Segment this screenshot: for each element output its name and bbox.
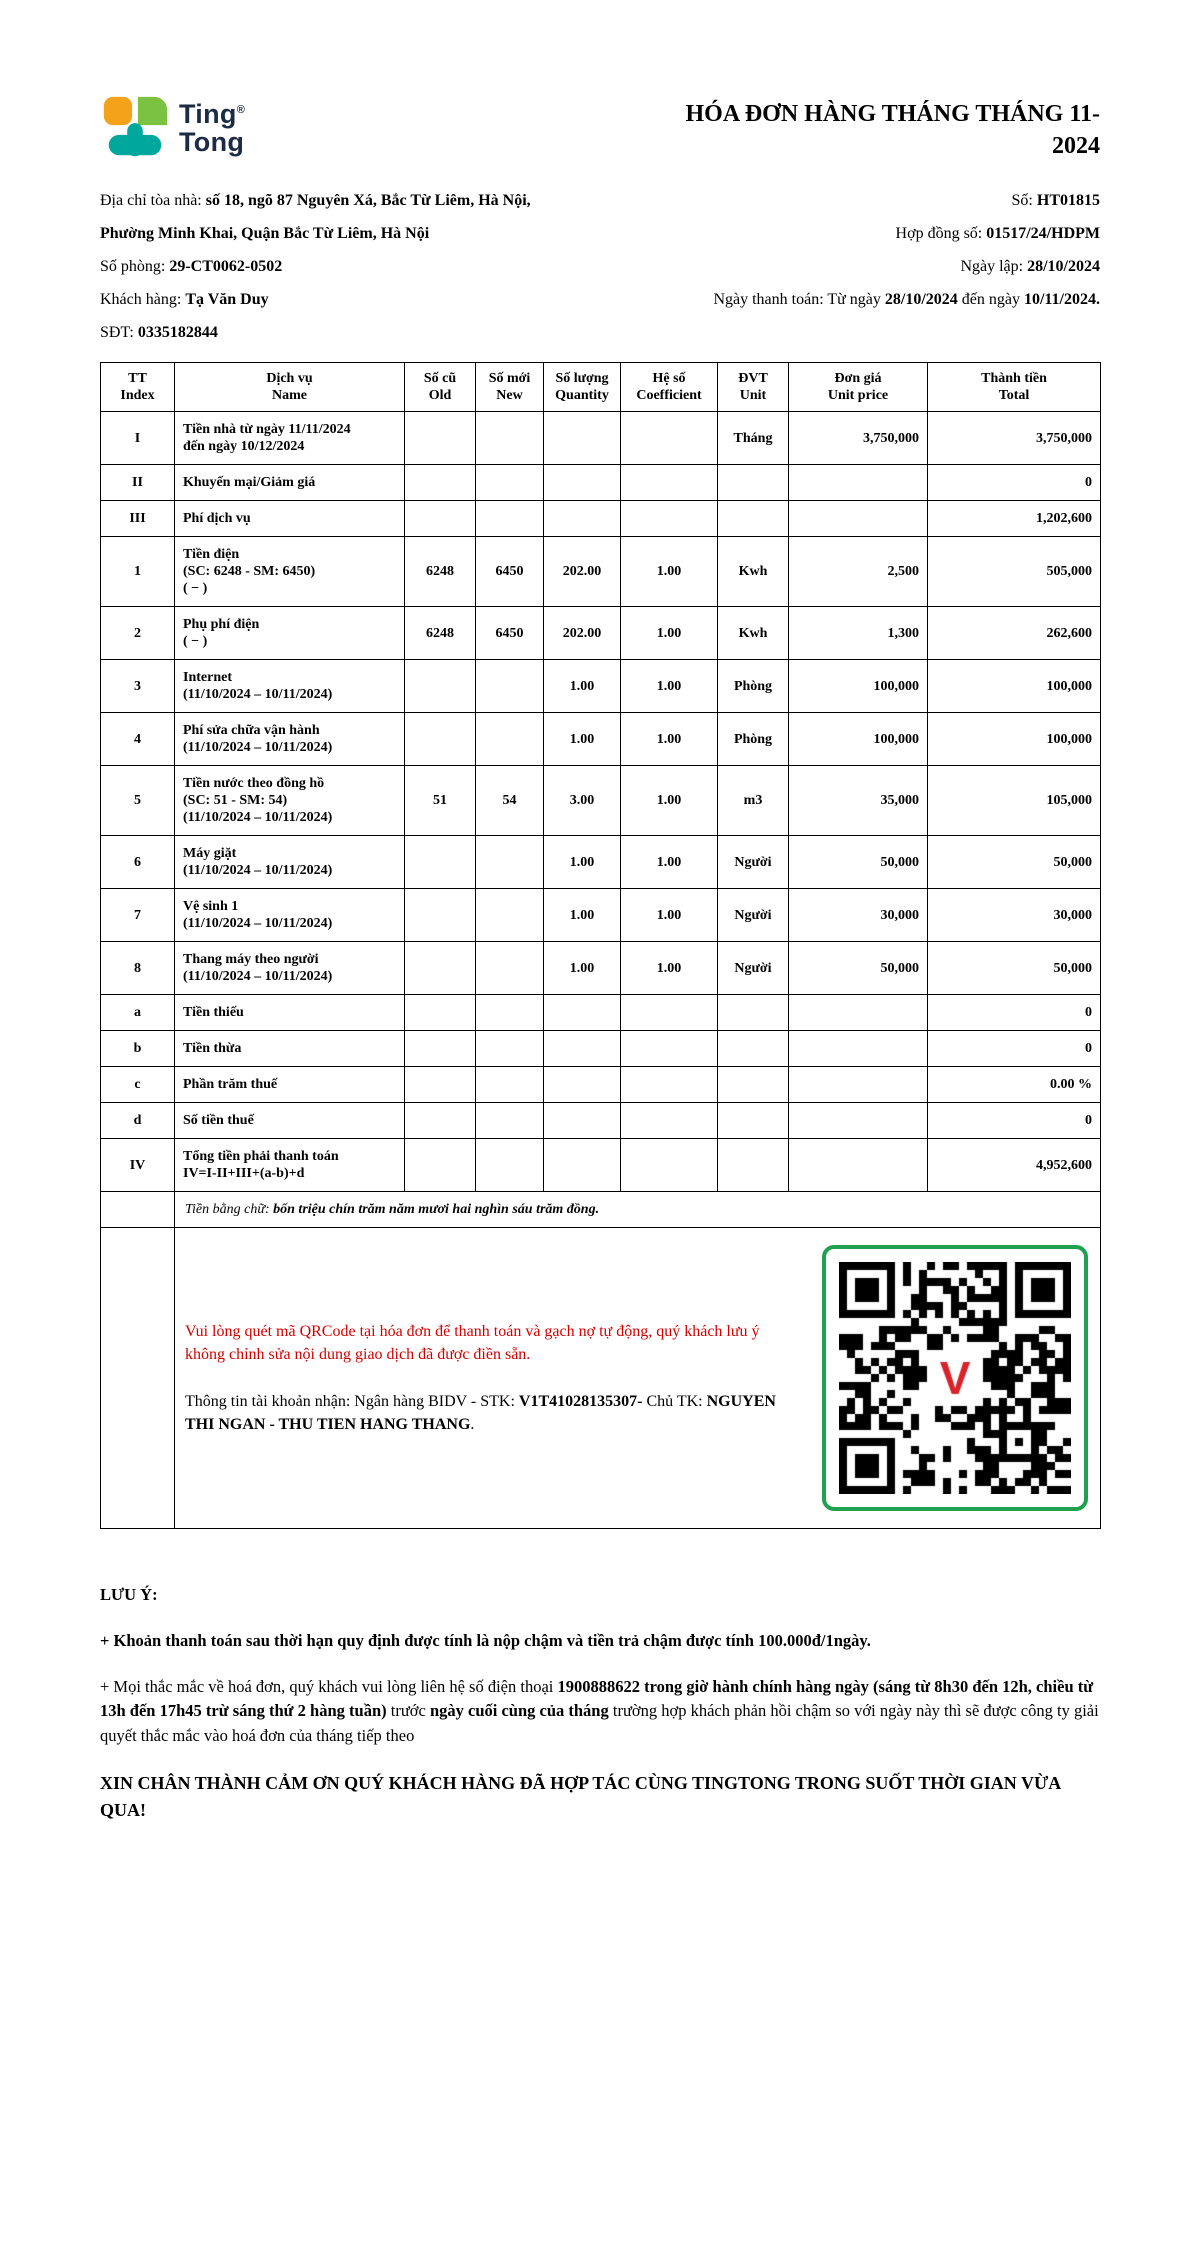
cell-unit-price: 35,000 [789, 766, 928, 836]
text-segment: + Khoản thanh toán sau thời hạn quy định được tính là nộp chậm và tiền trả chậm được tính 100.000đ/1ngày. [100, 1630, 871, 1650]
cell-service-name [175, 995, 405, 1031]
info-line [713, 250, 1100, 283]
text-segment: đến ngày [957, 291, 1024, 308]
column-header: Dịch vụ Name [175, 363, 405, 412]
cell-total: 3,750,000 [928, 412, 1101, 465]
cell-old [405, 1031, 476, 1067]
cell-old: 6248 [405, 537, 476, 607]
qr-payment-notice [185, 1320, 800, 1366]
cell-quantity: 1.00 [544, 836, 621, 889]
service-name-line: Thang máy theo người [183, 952, 319, 967]
registered-mark: ® [236, 104, 246, 117]
cell-quantity [544, 1067, 621, 1103]
service-name-line: Vệ sinh 1 [183, 899, 239, 914]
table-row [101, 537, 1101, 607]
cell-total: 50,000 [928, 836, 1101, 889]
cell-service-name [175, 1139, 405, 1192]
cell-quantity [544, 1031, 621, 1067]
cell-coefficient [621, 1031, 718, 1067]
cell-index: II [101, 465, 175, 501]
cell-old: 6248 [405, 607, 476, 660]
text-segment: Khách hàng: [100, 291, 186, 308]
late-payment-note [100, 1629, 1100, 1654]
service-name-line: IV=I-II+III+(a-b)+d [183, 1166, 305, 1181]
logo-word-ting: Ting [179, 99, 237, 130]
cell-index: c [101, 1067, 175, 1103]
service-name-line: Phần trăm thuế [183, 1077, 278, 1092]
cell-unit [718, 501, 789, 537]
cell-old [405, 713, 476, 766]
cell-new [476, 1139, 544, 1192]
cell-old [405, 660, 476, 713]
cell-unit-price [789, 1031, 928, 1067]
cell-unit [718, 1031, 789, 1067]
cell-coefficient: 1.00 [621, 660, 718, 713]
service-name-line: (11/10/2024 – 10/11/2024) [183, 863, 333, 878]
text-segment: 28/10/2024 [884, 291, 958, 308]
info-line [713, 184, 1100, 217]
cell-new [476, 713, 544, 766]
cell-quantity [544, 1139, 621, 1192]
cell-quantity [544, 465, 621, 501]
text-segment: 1900888622 trong giờ hành chính hàng ngày (sáng từ 8h30 đến 12h, chiều từ 13h đến 17h45 trừ sáng thứ 2 hàng tuần) [100, 1676, 1094, 1721]
cell-index: b [101, 1031, 175, 1067]
text-segment: Số phòng: [100, 258, 170, 275]
cell-service-name [175, 766, 405, 836]
cell-total: 4,952,600 [928, 1139, 1101, 1192]
service-name-line: Tiền điện [183, 547, 240, 562]
cell-unit [718, 1139, 789, 1192]
cell-index: 7 [101, 889, 175, 942]
cell-coefficient [621, 412, 718, 465]
cell-new [476, 1103, 544, 1139]
cell-total: 1,202,600 [928, 501, 1101, 537]
text-segment: Vui lòng quét mã QRCode tại hóa đơn để thanh toán và gạch nợ tự động, quý khách lưu ý không chỉnh sửa nội dung giao dịch đã được điền sẵn. [185, 1322, 760, 1363]
tingtong-logo-icon [100, 94, 170, 164]
cell-total: 100,000 [928, 713, 1101, 766]
service-name-line: (11/10/2024 – 10/11/2024) [183, 916, 333, 931]
note-title: LƯU Ý: [100, 1585, 158, 1604]
cell-total: 0.00 % [928, 1067, 1101, 1103]
cell-service-name [175, 1067, 405, 1103]
cell-index: 1 [101, 537, 175, 607]
info-line [713, 217, 1100, 250]
cell-new [476, 660, 544, 713]
cell-new: 6450 [476, 607, 544, 660]
cell-new [476, 889, 544, 942]
cell-old [405, 836, 476, 889]
cell-old [405, 942, 476, 995]
table-row [101, 889, 1101, 942]
cell-new [476, 995, 544, 1031]
column-header: TT Index [101, 363, 175, 412]
text-segment: . [470, 1416, 475, 1434]
table-row [101, 713, 1101, 766]
cell-service-name [175, 836, 405, 889]
table-row [101, 1103, 1101, 1139]
cell-service-name [175, 412, 405, 465]
invoice-title [686, 92, 1101, 163]
info-line [100, 316, 531, 349]
table-row [101, 836, 1101, 889]
cell-unit-price [789, 465, 928, 501]
column-header: Hệ số Coefficient [621, 363, 718, 412]
text-segment: trước [386, 1701, 430, 1721]
service-name-line: Tiền nhà từ ngày 11/11/2024 [183, 422, 351, 437]
cell-unit-price [789, 1139, 928, 1192]
cell-service-name [175, 607, 405, 660]
invoice-title-line2: 2024 [1052, 133, 1100, 160]
text-segment: bốn triệu chín trăm năm mươi hai nghìn sáu trăm đồng. [273, 1202, 600, 1217]
cell-total: 50,000 [928, 942, 1101, 995]
cell-new [476, 1067, 544, 1103]
cell-total: 0 [928, 1103, 1101, 1139]
cell-new [476, 942, 544, 995]
cell-unit: Phòng [718, 660, 789, 713]
thanks-message: XIN CHÂN THÀNH CẢM ƠN QUÝ KHÁCH HÀNG ĐÃ HỢP TÁC CÙNG TINGTONG TRONG SUỐT THỜI GIAN VỪA QUA! [100, 1772, 1061, 1820]
cell-unit-price [789, 995, 928, 1031]
cell-index: 2 [101, 607, 175, 660]
cell-quantity: 1.00 [544, 713, 621, 766]
cell-coefficient [621, 465, 718, 501]
info-line [713, 283, 1100, 316]
cell-quantity: 1.00 [544, 660, 621, 713]
qr-section [183, 1237, 1092, 1519]
service-name-line: (SC: 51 - SM: 54) [183, 793, 288, 808]
cell-index: IV [101, 1139, 175, 1192]
cell-coefficient: 1.00 [621, 713, 718, 766]
text-segment: Chủ TK: [642, 1393, 707, 1410]
text-segment: số 18, ngõ 87 Nguyên Xá, Bắc Từ Liêm, Hà Nội, [205, 192, 531, 209]
text-segment: + Mọi thắc mắc về hoá đơn, quý khách vui lòng liên hệ số điện thoại [100, 1676, 558, 1696]
logo-text [179, 101, 245, 156]
cell-coefficient: 1.00 [621, 537, 718, 607]
cell-service-name [175, 713, 405, 766]
service-name-line: Phí dịch vụ [183, 511, 251, 526]
cell-new [476, 836, 544, 889]
cell-quantity: 3.00 [544, 766, 621, 836]
cell-quantity [544, 995, 621, 1031]
cell-service-name [175, 465, 405, 501]
service-name-line: (11/10/2024 – 10/11/2024) [183, 687, 333, 702]
cell-service-name [175, 537, 405, 607]
cell-old [405, 1067, 476, 1103]
amount-in-words [175, 1192, 1101, 1228]
cell-total: 105,000 [928, 766, 1101, 836]
cell-new [476, 412, 544, 465]
cell-unit-price: 1,300 [789, 607, 928, 660]
cell-old [405, 412, 476, 465]
table-row [101, 660, 1101, 713]
cell-old [405, 501, 476, 537]
cell-unit: Kwh [718, 607, 789, 660]
cell-service-name [175, 1031, 405, 1067]
cell-index: 5 [101, 766, 175, 836]
cell-new [476, 501, 544, 537]
text-segment: ngày cuối cùng của tháng [429, 1701, 609, 1721]
column-header: Số mới New [476, 363, 544, 412]
table-row [101, 1031, 1101, 1067]
cell-total: 30,000 [928, 889, 1101, 942]
cell-quantity: 1.00 [544, 889, 621, 942]
info-left [100, 184, 531, 349]
cell-unit-price [789, 501, 928, 537]
cell-coefficient: 1.00 [621, 607, 718, 660]
table-row [101, 607, 1101, 660]
cell-service-name [175, 942, 405, 995]
cell-total: 0 [928, 995, 1101, 1031]
invoice-title-line1: HÓA ĐƠN HÀNG THÁNG THÁNG 11- [685, 101, 1100, 127]
cell-unit-price [789, 1103, 928, 1139]
column-header: ĐVT Unit [718, 363, 789, 412]
table-row [101, 501, 1101, 537]
info-right [713, 184, 1100, 349]
text-segment: 01517/24/HDPM [986, 225, 1100, 242]
service-name-line: Khuyến mại/Giảm giá [183, 475, 316, 490]
cell-unit-price [789, 1067, 928, 1103]
text-segment: 0335182844 [137, 324, 218, 341]
cell-coefficient: 1.00 [621, 942, 718, 995]
cell-unit [718, 995, 789, 1031]
cell-old [405, 889, 476, 942]
cell-total: 262,600 [928, 607, 1101, 660]
info-line [100, 184, 531, 217]
cell-index: d [101, 1103, 175, 1139]
service-name-line: (11/10/2024 – 10/11/2024) [183, 810, 333, 825]
service-name-line: Máy giặt [183, 846, 237, 861]
cell-unit: Kwh [718, 537, 789, 607]
cell-old [405, 465, 476, 501]
cell-unit: Người [718, 836, 789, 889]
cell-quantity [544, 501, 621, 537]
service-name-line: (SC: 6248 - SM: 6450) [183, 564, 316, 579]
text-segment: Số: [1011, 192, 1037, 209]
cell-coefficient: 1.00 [621, 889, 718, 942]
cell-coefficient: 1.00 [621, 836, 718, 889]
service-name-line: Tiền nước theo đồng hồ [183, 776, 325, 791]
cell-unit-price: 50,000 [789, 942, 928, 995]
text-segment: 29-CT0062-0502 [169, 258, 283, 275]
cell-service-name [175, 660, 405, 713]
cell-unit-price: 2,500 [789, 537, 928, 607]
text-segment: Phường Minh Khai, Quận Bắc Từ Liêm, Hà Nội [100, 225, 430, 242]
cell-old [405, 1103, 476, 1139]
cell-unit [718, 1103, 789, 1139]
cell-total: 100,000 [928, 660, 1101, 713]
info-line [100, 250, 531, 283]
cell-quantity: 1.00 [544, 942, 621, 995]
bank-account-info [185, 1390, 800, 1436]
table-row [101, 995, 1101, 1031]
cell-index: 6 [101, 836, 175, 889]
qr-code-canvas [839, 1262, 1071, 1494]
text-segment: NGUYEN THI NGAN - THU TIEN HANG THANG [185, 1393, 776, 1434]
qr-code [822, 1245, 1088, 1511]
text-segment: 10/11/2024. [1023, 291, 1100, 308]
cell-index: III [101, 501, 175, 537]
cell-coefficient [621, 1103, 718, 1139]
invoice-table [100, 362, 1101, 1529]
table-row [101, 766, 1101, 836]
info-line [100, 283, 531, 316]
cell-quantity: 202.00 [544, 537, 621, 607]
table-row [101, 1067, 1101, 1103]
text-segment: trường hợp khách phản hồi chậm so với ngày này thì sẽ được công ty giải quyết thắc mắc vào hoá đơn của tháng tiếp theo [100, 1701, 1099, 1745]
cell-coefficient [621, 1139, 718, 1192]
service-name-line: Phí sửa chữa vận hành [183, 723, 320, 738]
table-footer-rows [101, 1192, 1101, 1529]
service-name-line: (11/10/2024 – 10/11/2024) [183, 969, 333, 984]
cell-old: 51 [405, 766, 476, 836]
text-segment: Tiền bằng chữ: [185, 1202, 274, 1217]
text-segment: SĐT: [100, 324, 138, 341]
cell-service-name [175, 1103, 405, 1139]
cell-unit: Người [718, 889, 789, 942]
cell-index: 4 [101, 713, 175, 766]
contact-note [100, 1675, 1100, 1749]
cell-unit-price: 3,750,000 [789, 412, 928, 465]
cell-coefficient [621, 1067, 718, 1103]
cell-new [476, 1031, 544, 1067]
qr-row [101, 1228, 1101, 1529]
cell-quantity: 202.00 [544, 607, 621, 660]
qr-cell [175, 1228, 1101, 1529]
text-segment: Tạ Văn Duy [185, 291, 269, 308]
text-segment: Ngày thanh toán: Từ ngày [713, 291, 885, 308]
cell-total: 505,000 [928, 537, 1101, 607]
column-header: Số cũ Old [405, 363, 476, 412]
table-row [101, 412, 1101, 465]
cell-index: 8 [101, 942, 175, 995]
cell-service-name [175, 501, 405, 537]
invoice-info [100, 184, 1100, 349]
qr-texts [185, 1320, 800, 1437]
footer-notes [100, 1583, 1100, 1824]
info-line [100, 217, 531, 250]
cell-unit: Tháng [718, 412, 789, 465]
service-name-line: Tiền thiếu [183, 1005, 244, 1020]
header [100, 92, 1100, 164]
cell-unit-price: 100,000 [789, 660, 928, 713]
cell-unit [718, 465, 789, 501]
service-name-line: Internet [183, 670, 232, 685]
text-segment: HT01815 [1036, 192, 1100, 209]
cell-new: 6450 [476, 537, 544, 607]
service-name-line: Phụ phí điện [183, 617, 260, 632]
cell-unit: Phòng [718, 713, 789, 766]
table-row [101, 465, 1101, 501]
cell-unit-price: 50,000 [789, 836, 928, 889]
cell-coefficient [621, 501, 718, 537]
text-segment: 28/10/2024 [1027, 258, 1100, 275]
cell-empty [101, 1228, 175, 1529]
cell-unit: m3 [718, 766, 789, 836]
cell-quantity [544, 412, 621, 465]
service-name-line: ( − ) [183, 581, 208, 596]
tingtong-logo [100, 94, 245, 164]
cell-old [405, 1139, 476, 1192]
column-header: Thành tiền Total [928, 363, 1101, 412]
service-name-line: ( − ) [183, 634, 208, 649]
cell-coefficient [621, 995, 718, 1031]
cell-coefficient: 1.00 [621, 766, 718, 836]
cell-empty [101, 1192, 175, 1228]
text-segment: Ngày lập: [960, 258, 1028, 275]
cell-unit: Người [718, 942, 789, 995]
text-segment: Địa chỉ tòa nhà: [100, 192, 206, 209]
cell-unit [718, 1067, 789, 1103]
cell-quantity [544, 1103, 621, 1139]
cell-unit-price: 100,000 [789, 713, 928, 766]
service-name-line: Tổng tiền phải thanh toán [183, 1149, 339, 1164]
logo-word-tong: Tong [179, 127, 245, 157]
text-segment: V1T41028135307- [518, 1393, 643, 1410]
service-name-line: đến ngày 10/12/2024 [183, 439, 305, 454]
service-name-line: (11/10/2024 – 10/11/2024) [183, 740, 333, 755]
text-segment: Thông tin tài khoản nhận: Ngân hàng BIDV - STK: [185, 1393, 519, 1410]
cell-old [405, 995, 476, 1031]
table-row [101, 942, 1101, 995]
cell-unit-price: 30,000 [789, 889, 928, 942]
table-row [101, 1139, 1101, 1192]
amount-in-words-row [101, 1192, 1101, 1228]
service-name-line: Tiền thừa [183, 1041, 242, 1056]
cell-new [476, 465, 544, 501]
header-row [101, 363, 1101, 412]
service-name-line: Số tiền thuế [183, 1113, 254, 1128]
cell-service-name [175, 889, 405, 942]
table-header [101, 363, 1101, 412]
cell-index: I [101, 412, 175, 465]
cell-total: 0 [928, 1031, 1101, 1067]
column-header: Đơn giá Unit price [789, 363, 928, 412]
cell-index: 3 [101, 660, 175, 713]
cell-total: 0 [928, 465, 1101, 501]
cell-index: a [101, 995, 175, 1031]
logo-text-line1 [179, 101, 245, 129]
column-header: Số lượng Quantity [544, 363, 621, 412]
table-body [101, 412, 1101, 1192]
text-segment: Hợp đồng số: [895, 225, 987, 242]
cell-new: 54 [476, 766, 544, 836]
